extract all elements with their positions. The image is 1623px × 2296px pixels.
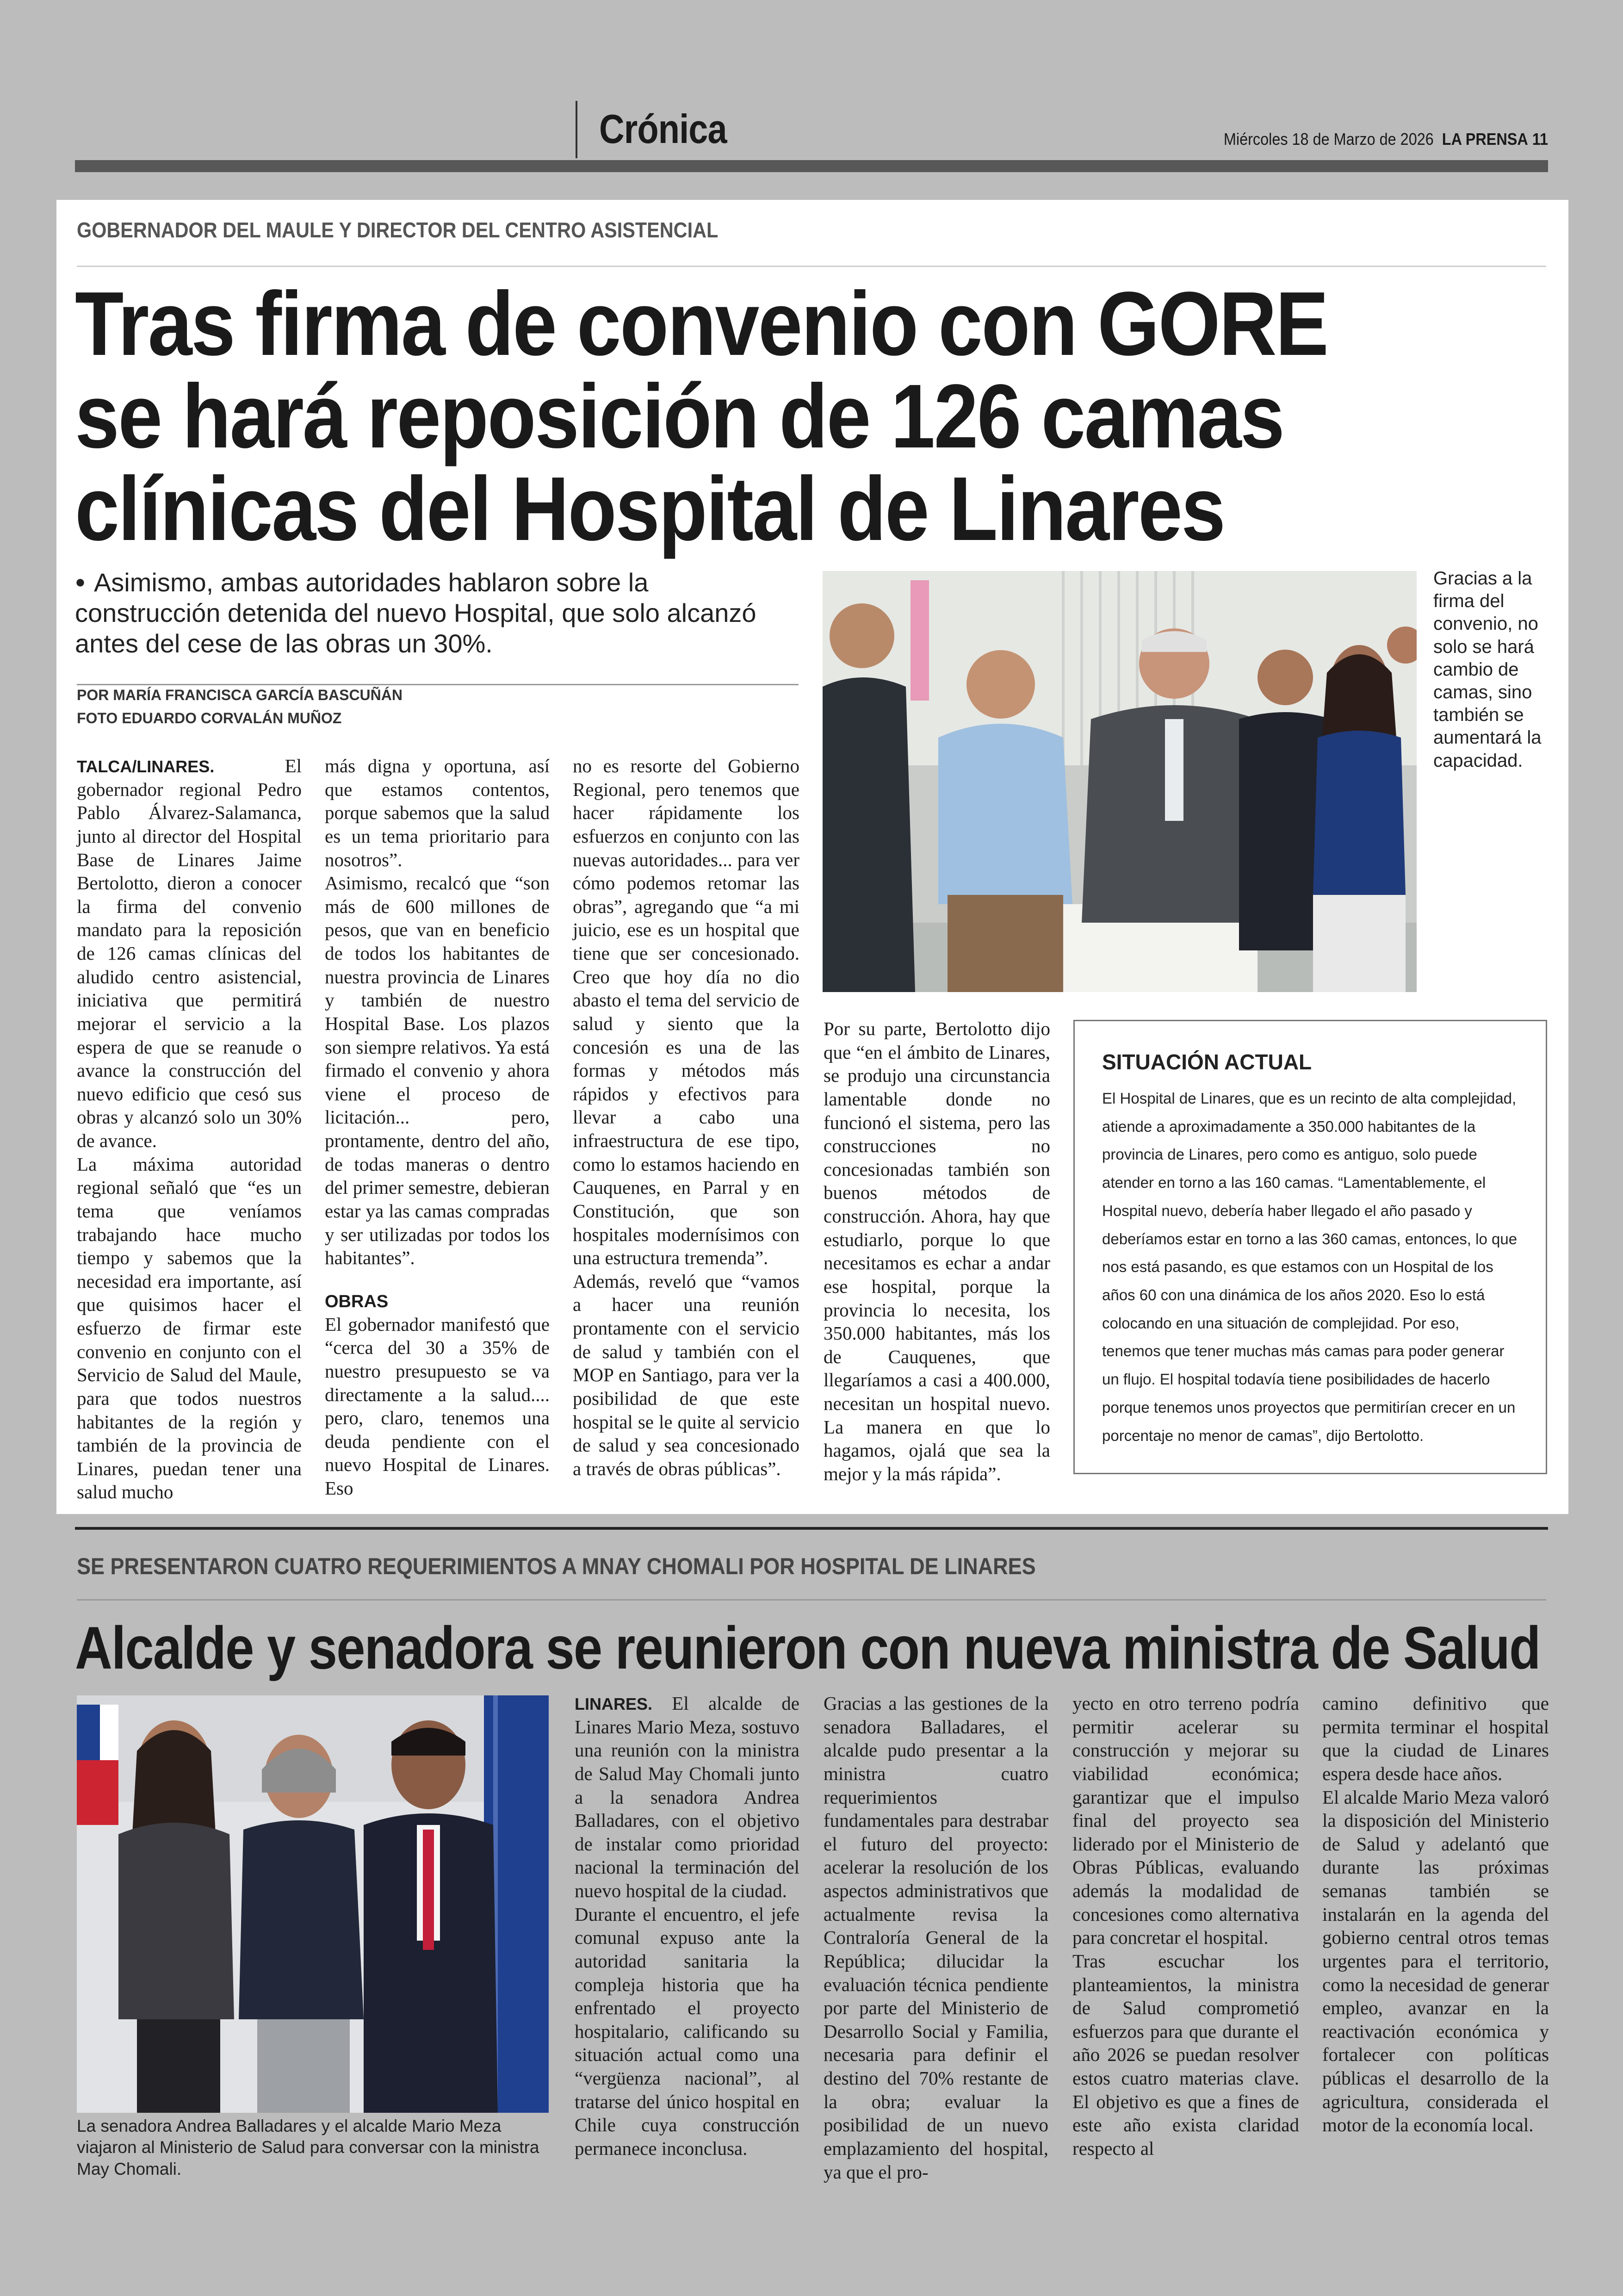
article1-byline: POR MARÍA FRANCISCA GARCÍA BASCUÑÁN [77,687,403,703]
page-dateline [1224,130,1548,149]
paragraph: más digna y oportuna, así que estamos contentos, porque sabemos que la salud es un tema prioritario para nosotros”. [325,755,550,870]
article2-column-2 [824,1692,1048,2184]
article1-deck: ● Asimismo, ambas autoridades hablaron sobre la construcción detenida del nuevo Hospital, que solo alcanzó antes del cese de las obras un 30%. [75,567,797,659]
paper-name: LA PRENSA [1442,130,1528,149]
paragraph: yecto en otro terreno podría permitir acelerar su construcción y mejorar su viabilidad económica; garantizar que el impulso final del proyecto sea liderado por el Ministerio de Obras Públicas, evaluando además la modalidad de concesiones como alternativa para concretar el hospital. [1072,1693,1299,1948]
sidebar-title: SITUACIÓN ACTUAL [1102,1050,1312,1074]
paragraph: El alcalde Mario Meza valoró la disposición del Ministerio de Salud y adelantó que durante las próximas semanas también se instalarán en la agenda del gobierno central otros temas urgentes para el territorio, como la necesidad de generar empleo, avanzar en la reactivación económica y fortalecer con políticas públicas el desarrollo de la agricultura, considerada el motor de la economía local. [1322,1786,1549,2136]
article1-headline: Tras firma de convenio con GORE se hará reposición de 126 camas clínicas del Hospital de Linares [75,273,1328,559]
article1-subhead: OBRAS [325,1291,389,1311]
paragraph: Además, reveló que “vamos a hacer una reunión prontamente con el servicio de salud y también con el MOP en Santiago, para ver la posibilidad de que este hospital se le quite al servicio de salud y sea concesionado a través de obras públicas”. [573,1270,799,1479]
paragraph: Asimismo, recalcó que “son más de 600 millones de pesos, que van en beneficio de todos los habitantes de nuestra provincia de Linares y también de nuestro Hospital Base. Los plazos son siempre relativos. Ya está firmado el convenio y ahora viene el proceso de licitación... pero, prontamente, dentro del año, de todas maneras o dentro del primer semestre, debieran estar ya las camas compradas y ser utilizadas por todos los habitantes”. [325,872,550,1269]
article2-headline: Alcalde y senadora se reunieron con nueva ministra de Salud [75,1614,1540,1682]
article1-dateline: TALCA/LINARES. [77,757,215,776]
article2-kicker: SE PRESENTARON CUATRO REQUERIMIENTOS A MNAY CHOMALI POR HOSPITAL DE LINARES [77,1553,1036,1579]
paragraph: La máxima autoridad regional señaló que “es un tema que veníamos trabajando hace mucho tiempo y sabemos que la necesidad era importante, así que quisimos hacer el esfuerzo de firmar este convenio en conjunto con el Servicio de Salud del Maule, para que todos nuestros habitantes de la región y también de la provincia de Linares, puedan tener una salud mucho [77,1153,302,1503]
article2-photo [77,1695,549,2113]
section-title: Crónica [599,106,727,152]
article1-photo-credit: FOTO EDUARDO CORVALÁN MUÑOZ [77,710,342,726]
kicker-rule [77,266,1546,267]
article1-column-3 [573,754,799,1480]
article1-kicker: GOBERNADOR DEL MAULE Y DIRECTOR DEL CENTRO ASISTENCIAL [77,218,719,242]
paragraph-text: El alcalde de Linares Mario Meza, sostuvo una reunión con la ministra de Salud May Chomali junto a la senadora Andrea Balladares, con el objetivo de instalar como prioridad nacional la terminación del nuevo hospital de la ciudad. [575,1693,799,1901]
paragraph: Gracias a las gestiones de la senadora Balladares, el alcalde pudo presentar a la ministra cuatro requerimientos fundamentales para destrabar el futuro del proyecto: acelerar la resolución de los aspectos administrativos que actualmente revisa la Contraloría General de la República; dilucidar la evaluación técnica pendiente por parte del Ministerio de Desarrollo Social y Familia, necesaria para definir el destino del 70% restante de la obra; evaluar la posibilidad de un nuevo emplazamiento del hospital, ya que el pro- [824,1693,1048,2183]
article2-column-3 [1072,1692,1299,2160]
paragraph: Durante el encuentro, el jefe comunal expuso ante la autoridad sanitaria la compleja historia que ha enfrentado el proyecto hospitalario, calificando su situación actual como una “vergüenza nacional”, al tratarse del único hospital en Chile cuya construcción permanece inconclusa. [575,1903,799,2159]
header-divider [576,101,577,158]
article1-column-4 [824,1017,1050,1486]
paragraph: no es resorte del Gobierno Regional, pero tenemos que hacer rápidamente los esfuerzos en conjunto con las nuevas autoridades... para ver cómo podemos retomar las obras”, agregando que “a mi juicio, ese es un hospital que tiene que ser concesionado. Creo que hoy día no dio abasto el tema del servicio de salud y siento que la concesión es una de las formas y métodos más rápidos y efectivos para llevar a cabo una infraestructura de ese tipo, como lo estamos haciendo en Cauquenes, en Parral y en Constitución, que son hospitales modernísimos con una estructura tremenda”. [573,755,799,1269]
kicker-rule [77,1599,1546,1601]
paragraph-text: El gobernador regional Pedro Pablo Álvarez-Salamanca, junto al director del Hospital Base de Linares Jaime Bertolotto, dieron a conocer la firma del convenio mandato para la reposición de 126 camas clínicas del aludido centro asistencial, iniciativa que permitirá mejorar el servicio a la espera de que se reanude o avance la construcción del nuevo edificio que cesó sus obras y alcanzó solo un 30% de avance. [77,755,302,1151]
sidebar-text: El Hospital de Linares, que es un recinto de alta complejidad, atiende a aproximadamente a 350.000 habitantes de la provincia de Linares, pero como es antiguo, solo puede atender en torno a las 160 camas. “Lamentablemente, el Hospital nuevo, debería haber llegado el año pasado y deberíamos estar en torno a las 360 camas, entonces, lo que nos está pasando, es que estamos con un Hospital de los años 60 con una dinámica de los años 2020. Eso lo está colocando en una situación de complejidad. Por eso, tenemos que tener muchas más camas para poder generar un flujo. El hospital todavía tiene posibilidades de hacerlo porque tenemos unos proyectos que permitirían crecer en un porcentaje no menor de camas”, dijo Bertolotto. [1102,1090,1518,1444]
article2-column-4 [1322,1692,1549,2137]
byline-rule [77,684,799,685]
page-number: 11 [1532,130,1548,149]
paragraph [575,1692,799,1903]
article2-column-1 [575,1692,799,2160]
article1-column-2 [325,754,550,1500]
article1-photo [823,571,1417,992]
paragraph [77,754,302,1153]
issue-date: Miércoles 18 de Marzo de 2026 [1223,130,1434,149]
article2-top-rule [75,1527,1548,1530]
paragraph: camino definitivo que permita terminar el hospital que la ciudad de Linares espera desde hace años. [1322,1693,1549,1784]
article2-photo-caption: La senadora Andrea Balladares y el alcalde Mario Meza viajaron al Ministerio de Salud para conversar con la ministra May Chomali. [77,2116,539,2178]
article2-dateline: LINARES. [575,1694,653,1713]
article1-photo-caption: Gracias a la firma del convenio, no solo se hará cambio de camas, sino también se aumentará la capacidad. [1433,568,1542,771]
article1-column-1 [77,754,302,1504]
paragraph: El gobernador manifestó que “cerca del 30 a 35% de nuestro presupuesto se va directamente a la salud.... pero, claro, tenemos una deuda pendiente con el nuevo Hospital de Linares. Eso [325,1313,550,1499]
paragraph: Tras escuchar los planteamientos, la ministra de Salud comprometió esfuerzos para que durante el año 2026 se puedan resolver estos cuatro materias clave. El objetivo es que a fines de este año exista claridad respecto al [1072,1950,1299,2159]
paragraph: Por su parte, Bertolotto dijo que “en el ámbito de Linares, se produjo una circunstancia lamentable donde no funcionó el sistema, pero las construcciones no concesionadas también son buenos métodos de construcción. Ahora, hay que estudiarlo, porque lo que necesitamos es echar a andar ese hospital, porque la provincia lo necesita, los 350.000 habitantes, más los de Cauquenes, que llegaríamos a casi a 400.000, necesitan un hospital nuevo. La manera en que lo hagamos, ojalá que sea la mejor y la más rápida”. [824,1018,1050,1484]
header-bar [75,160,1548,172]
